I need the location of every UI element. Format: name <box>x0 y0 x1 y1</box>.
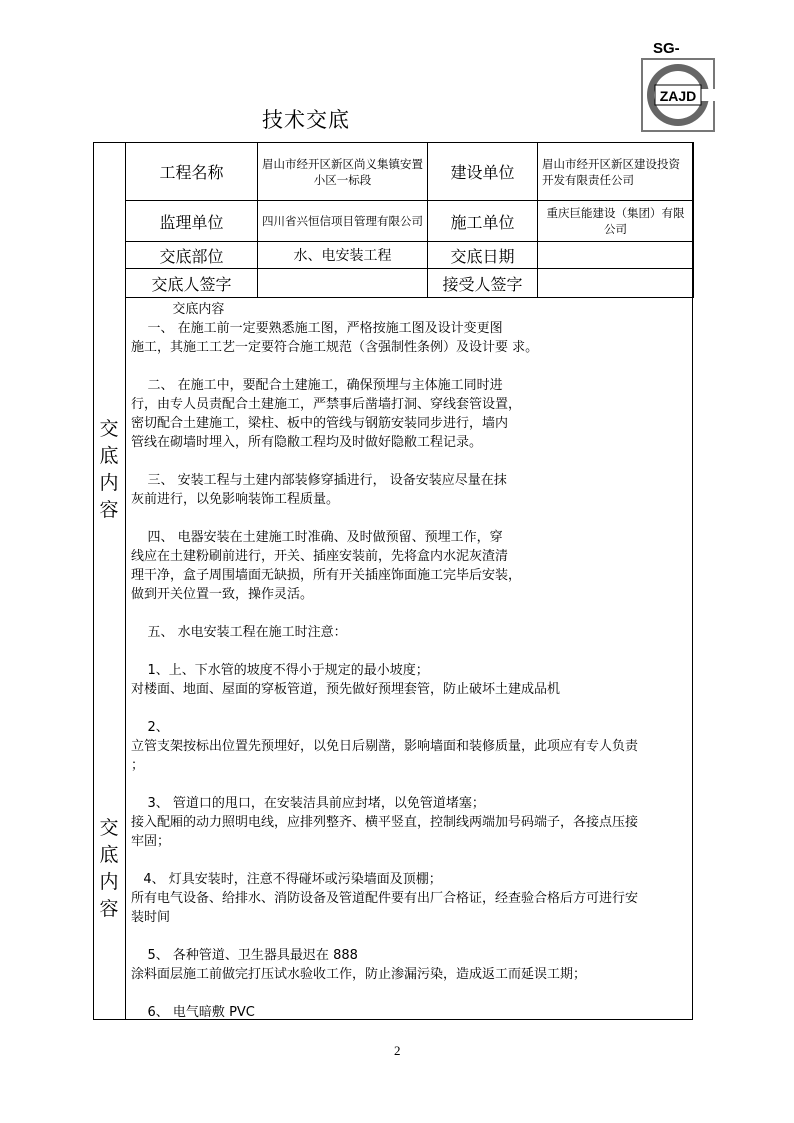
content-line <box>131 357 687 376</box>
content-line: 涂料面层施工前做完打压试水验收工作，防止渗漏污染，造成返工而延误工期； <box>131 967 587 982</box>
client-value: 眉山市经开区新区建设投资开发有限责任公司 <box>538 143 694 201</box>
content-line: 做到开关位置一致，操作灵活。 <box>131 587 314 602</box>
content-line: 1、上、下水管的坡度不得小于规定的最小坡度； <box>131 663 429 678</box>
content-line: 三、 安装工程与土建内部装修穿插进行， 设备安装应尽量在抹 <box>131 473 507 488</box>
content-line: 四、 电器安装在土建施工时准确、及时做预留、预埋工作，穿 <box>131 530 503 545</box>
contractor-label: 施工单位 <box>428 201 538 242</box>
project-name-label: 工程名称 <box>126 143 258 201</box>
content-line: 二、 在施工中，要配合土建施工，确保预埋与主体施工同时进 <box>131 378 503 393</box>
company-logo <box>641 58 715 132</box>
content-line <box>131 775 687 794</box>
content-line: 行，由专人员责配合土建施工，严禁事后凿墙打洞、穿线套管设置， <box>131 397 522 412</box>
content-line: 3、 管道口的甩口，在安装洁具前应封堵，以免管道堵塞； <box>131 796 485 811</box>
content-line <box>131 604 687 623</box>
side-label-bottom: 交 底 内 容 <box>99 817 119 920</box>
content-line: 所有电气设备、给排水、消防设备及管道配件要有出厂合格证，经查验合格后方可进行安 <box>131 891 639 906</box>
content-line: 2、 <box>131 720 169 735</box>
content-line: 4、 灯具安装时，注意不得碰坏或污染墙面及顶棚； <box>131 872 442 887</box>
content-line: 灰前进行，以免影响装饰工程质量。 <box>131 492 340 507</box>
document-code: SG- <box>653 40 680 57</box>
content-line: ； <box>131 758 145 773</box>
presenter-signature-label: 交底人签字 <box>126 269 258 298</box>
content-line: 对楼面、地面、屋面的穿板管道，预先做好预埋套管，防止破坏土建成品机 <box>131 682 561 697</box>
content-line: 线应在土建粉刷前进行，开关、插座安装前，先将盒内水泥灰渣清 <box>131 549 509 564</box>
content-line: 装时间 <box>131 910 171 925</box>
content-line: 立管支架按标出位置先预埋好，以免日后剔凿，影响墙面和装修质量，此项应有专人负责 <box>131 739 639 754</box>
logo-text: ZAJD <box>659 88 697 104</box>
date-value <box>538 242 694 269</box>
document-title: 技术交底 <box>262 108 350 132</box>
table-row <box>126 269 694 298</box>
content-line <box>131 984 687 1003</box>
content-line: 牢固； <box>131 834 171 849</box>
content-line <box>131 927 687 946</box>
supervisor-value: 四川省兴恒信项目管理有限公司 <box>258 201 428 242</box>
content-line <box>131 452 687 471</box>
table-row <box>126 201 694 242</box>
receiver-signature-value <box>538 269 694 298</box>
content-line: 管线在砌墙时埋入，所有隐敝工程均及时做好隐敝工程记录。 <box>131 435 483 450</box>
content-line: 五、 水电安装工程在施工时注意： <box>131 625 347 640</box>
project-info-table <box>125 142 694 298</box>
content-line: 一、 在施工前一定要熟悉施工图，严格按施工图及设计变更图 <box>131 321 503 336</box>
content-line: 5、 各种管道、卫生器具最迟在 888 <box>131 948 358 963</box>
table-row <box>126 143 694 201</box>
content-line <box>131 642 687 661</box>
section-value: 水、电安装工程 <box>258 242 428 269</box>
content-line <box>131 509 687 528</box>
content-line: 理干净，盒子周围墙面无缺损，所有开关插座饰面施工完毕后安装， <box>131 568 522 583</box>
receiver-signature-label: 接受人签字 <box>428 269 538 298</box>
page-number: 2 <box>394 1043 401 1058</box>
side-label-top: 交 底 内 容 <box>99 418 119 521</box>
content-line: 密切配合土建施工，梁柱、板中的管线与钢筋安装同步进行，墙内 <box>131 416 509 431</box>
supervisor-label: 监理单位 <box>126 201 258 242</box>
date-label: 交底日期 <box>428 242 538 269</box>
content-line: 施工，其施工工艺一定要符合施工规范（含强制性条例）及设计要 求。 <box>131 340 539 355</box>
presenter-signature-value <box>258 269 428 298</box>
client-label: 建设单位 <box>428 143 538 201</box>
content-line: 接入配厢的动力照明电线，应排列整齐、横平竖直，控制线两端加号码端子，各接点压接 <box>131 815 639 830</box>
project-name-value: 眉山市经开区新区尚义集镇安置小区一标段 <box>258 143 428 201</box>
section-label: 交底部位 <box>126 242 258 269</box>
content-line <box>131 699 687 718</box>
disclosure-content <box>131 300 687 1022</box>
content-line: 6、 电气暗敷 PVC <box>131 1005 255 1020</box>
contractor-value: 重庆巨能建设（集团）有限公司 <box>538 201 694 242</box>
content-line: 交底内容 <box>131 302 225 317</box>
content-line <box>131 851 687 870</box>
table-row <box>126 242 694 269</box>
